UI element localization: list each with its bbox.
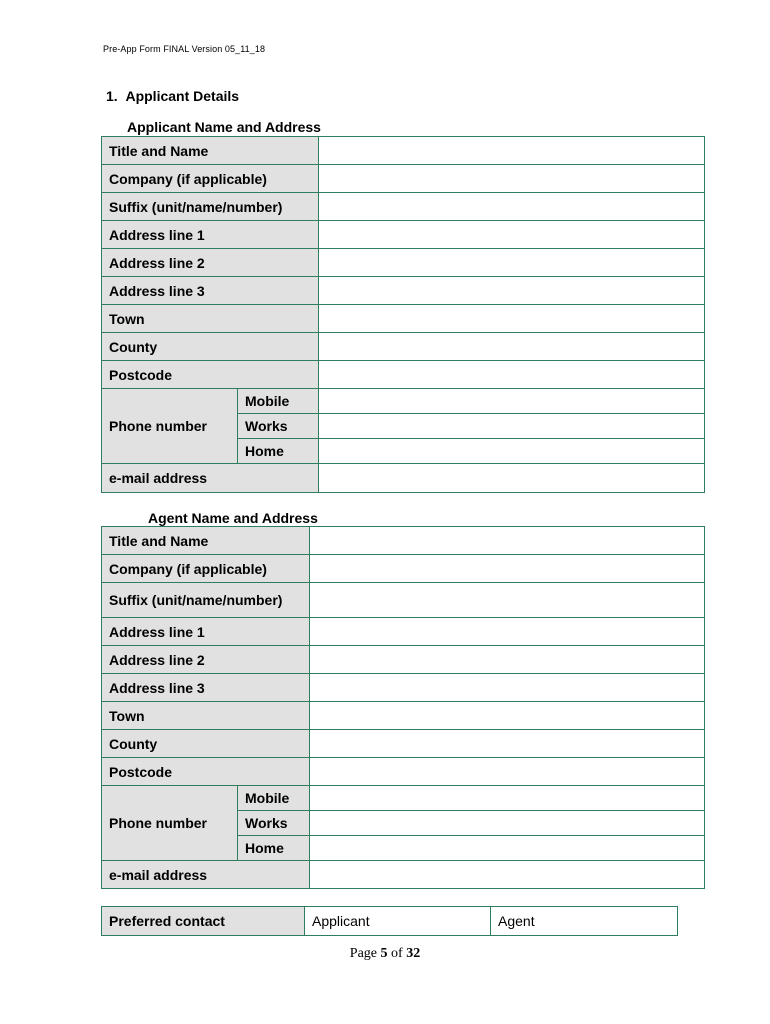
agent-works-field[interactable]: [310, 811, 705, 836]
preferred-contact-applicant-option[interactable]: Applicant: [305, 907, 491, 936]
of-word: of: [391, 946, 403, 961]
agent-title-label: Title and Name: [102, 527, 310, 555]
applicant-town-field[interactable]: [319, 305, 705, 333]
agent-address3-field[interactable]: [310, 674, 705, 702]
agent-postcode-label: Postcode: [102, 758, 310, 786]
applicant-suffix-field[interactable]: [319, 193, 705, 221]
applicant-town-label: Town: [102, 305, 319, 333]
applicant-address3-field[interactable]: [319, 277, 705, 305]
applicant-email-field[interactable]: [319, 464, 705, 493]
applicant-table: [101, 136, 705, 493]
applicant-suffix-label: Suffix (unit/name/number): [102, 193, 319, 221]
applicant-title-field[interactable]: [319, 137, 705, 165]
page-word: Page: [349, 946, 378, 961]
preferred-contact-label: Preferred contact: [102, 907, 305, 936]
preferred-contact-table: [101, 906, 678, 936]
agent-email-field[interactable]: [310, 861, 705, 889]
applicant-mobile-label: Mobile: [238, 389, 319, 414]
preferred-contact-agent-option[interactable]: Agent: [491, 907, 678, 936]
agent-address2-field[interactable]: [310, 646, 705, 674]
agent-suffix-label: Suffix (unit/name/number): [102, 583, 310, 618]
page-footer: [0, 946, 770, 962]
agent-address1-label: Address line 1: [102, 618, 310, 646]
agent-mobile-label: Mobile: [238, 786, 310, 811]
applicant-address2-label: Address line 2: [102, 249, 319, 277]
applicant-company-label: Company (if applicable): [102, 165, 319, 193]
applicant-works-label: Works: [238, 414, 319, 439]
applicant-address2-field[interactable]: [319, 249, 705, 277]
agent-mobile-field[interactable]: [310, 786, 705, 811]
applicant-table-caption: Applicant Name and Address: [127, 119, 321, 135]
document-reference: Pre-App Form FINAL Version 05_11_18: [103, 44, 266, 54]
applicant-postcode-field[interactable]: [319, 361, 705, 389]
agent-postcode-field[interactable]: [310, 758, 705, 786]
agent-title-field[interactable]: [310, 527, 705, 555]
applicant-county-field[interactable]: [319, 333, 705, 361]
agent-town-field[interactable]: [310, 702, 705, 730]
agent-company-field[interactable]: [310, 555, 705, 583]
agent-table: [101, 526, 705, 889]
section-number: 1.: [106, 88, 118, 104]
applicant-mobile-field[interactable]: [319, 389, 705, 414]
agent-town-label: Town: [102, 702, 310, 730]
applicant-address3-label: Address line 3: [102, 277, 319, 305]
applicant-county-label: County: [102, 333, 319, 361]
applicant-company-field[interactable]: [319, 165, 705, 193]
agent-county-label: County: [102, 730, 310, 758]
agent-email-label: e-mail address: [102, 861, 310, 889]
agent-address3-label: Address line 3: [102, 674, 310, 702]
section-heading: [106, 88, 239, 104]
page-number: 5: [380, 946, 388, 961]
applicant-address1-label: Address line 1: [102, 221, 319, 249]
applicant-works-field[interactable]: [319, 414, 705, 439]
applicant-title-label: Title and Name: [102, 137, 319, 165]
agent-address2-label: Address line 2: [102, 646, 310, 674]
agent-company-label: Company (if applicable): [102, 555, 310, 583]
agent-phone-label: Phone number: [102, 786, 238, 861]
agent-works-label: Works: [238, 811, 310, 836]
applicant-postcode-label: Postcode: [102, 361, 319, 389]
agent-address1-field[interactable]: [310, 618, 705, 646]
applicant-home-label: Home: [238, 439, 319, 464]
applicant-address1-field[interactable]: [319, 221, 705, 249]
agent-table-caption: Agent Name and Address: [148, 510, 318, 526]
applicant-home-field[interactable]: [319, 439, 705, 464]
agent-home-field[interactable]: [310, 836, 705, 861]
agent-county-field[interactable]: [310, 730, 705, 758]
applicant-phone-label: Phone number: [102, 389, 238, 464]
section-title: Applicant Details: [125, 88, 240, 104]
agent-suffix-field[interactable]: [310, 583, 705, 618]
page-total: 32: [406, 946, 421, 961]
applicant-email-label: e-mail address: [102, 464, 319, 493]
agent-home-label: Home: [238, 836, 310, 861]
